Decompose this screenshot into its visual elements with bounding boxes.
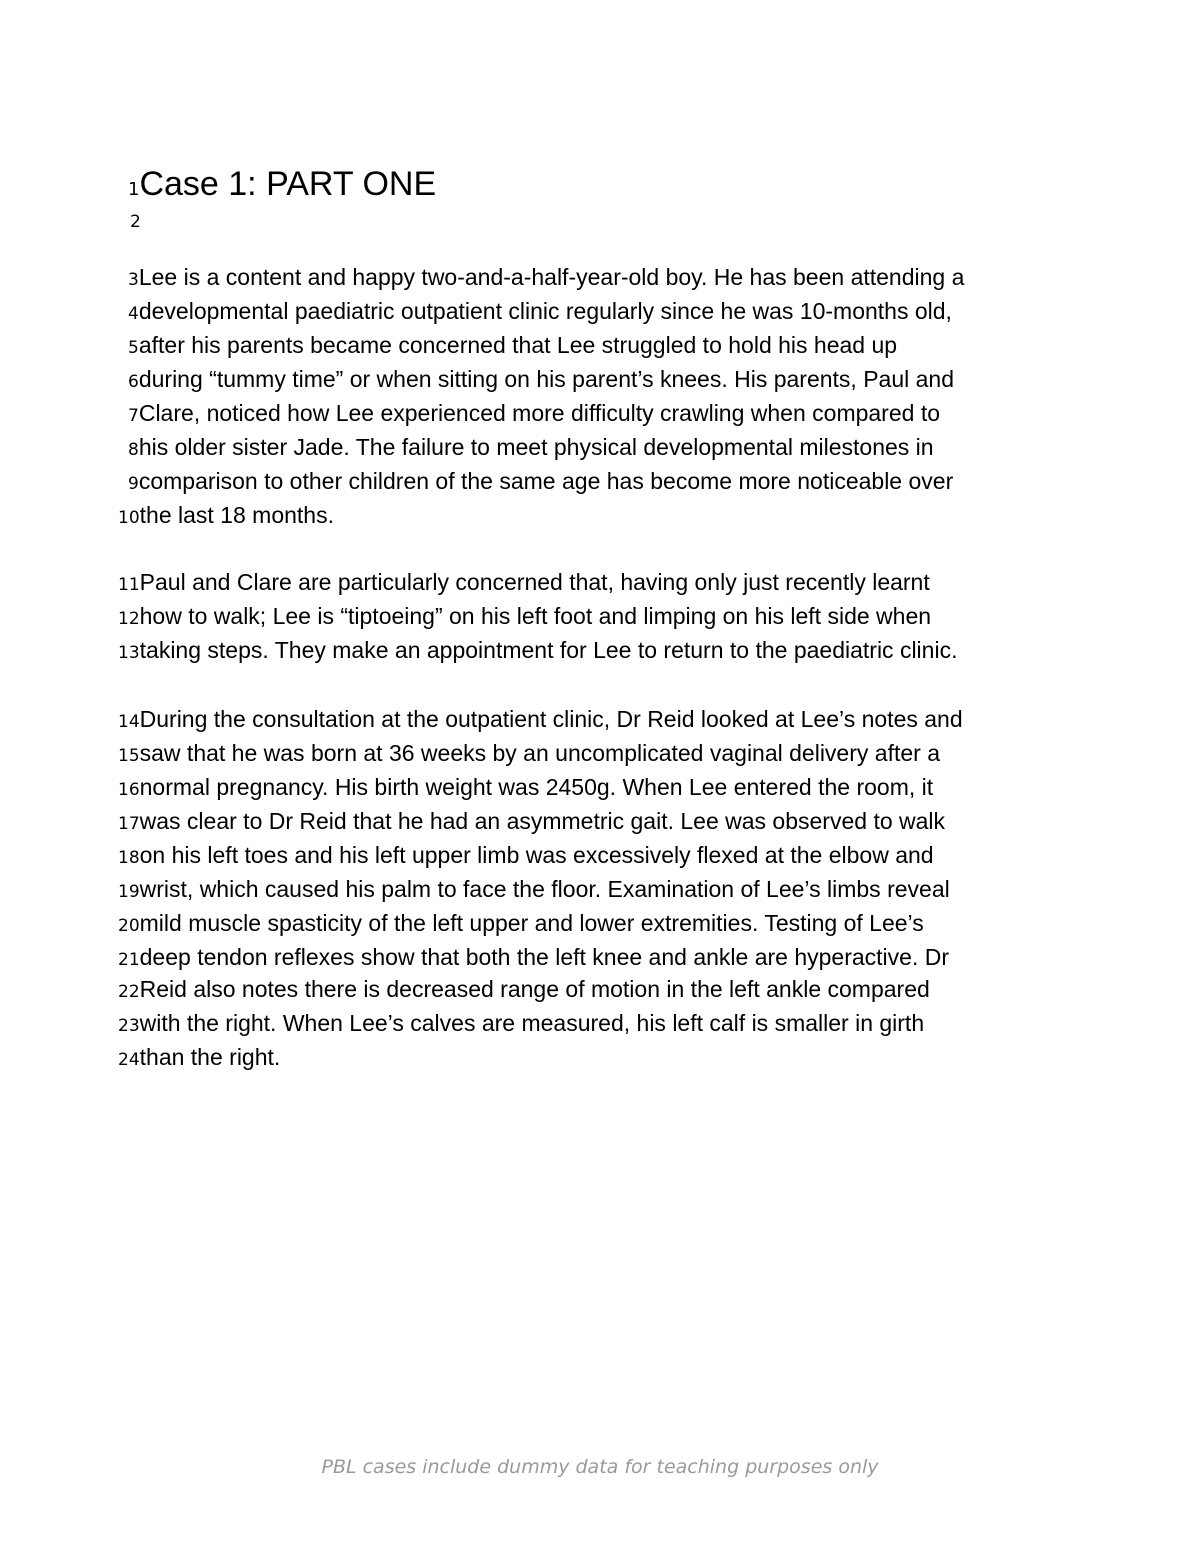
footer-note: PBL cases include dummy data for teaching purposes only bbox=[321, 1456, 879, 1478]
text-line bbox=[118, 740, 940, 767]
title-line bbox=[128, 165, 436, 204]
line-text: taking steps. They make an appointment for Lee to return to the paediatric clinic. bbox=[139, 637, 958, 663]
text-line bbox=[118, 569, 930, 596]
text-line bbox=[118, 603, 931, 630]
text-line bbox=[118, 706, 963, 733]
line-number: 18 bbox=[118, 848, 140, 868]
line-text: During the consultation at the outpatient clinic, Dr Reid looked at Lee’s notes and bbox=[139, 706, 963, 732]
line-number: 4 bbox=[128, 304, 139, 324]
blank-line bbox=[130, 212, 141, 232]
text-line bbox=[118, 876, 950, 903]
text-line bbox=[128, 434, 934, 461]
text-line bbox=[118, 637, 957, 664]
line-text: Paul and Clare are particularly concerned that, having only just recently learnt bbox=[139, 569, 930, 595]
line-text: how to walk; Lee is “tiptoeing” on his left foot and limping on his left side when bbox=[139, 603, 932, 629]
text-line bbox=[128, 264, 964, 291]
line-text: with the right. When Lee’s calves are measured, his left calf is smaller in girth bbox=[139, 1010, 925, 1036]
text-line bbox=[128, 400, 940, 427]
line-number: 13 bbox=[118, 643, 140, 663]
line-text: Lee is a content and happy two-and-a-half-year-old boy. He has been attending a bbox=[138, 264, 965, 290]
line-number: 24 bbox=[118, 1050, 140, 1070]
text-line bbox=[128, 366, 954, 393]
line-number: 19 bbox=[118, 882, 140, 902]
line-number: 7 bbox=[128, 406, 139, 426]
text-line bbox=[118, 1010, 924, 1037]
line-text: after his parents became concerned that Lee struggled to hold his head up bbox=[138, 332, 898, 358]
text-line bbox=[118, 1044, 280, 1071]
line-text: normal pregnancy. His birth weight was 2450g. When Lee entered the room, it bbox=[139, 774, 934, 800]
text-line bbox=[118, 808, 945, 835]
line-text: comparison to other children of the same age has become more noticeable over bbox=[138, 468, 954, 494]
page-title: Case 1: PART ONE bbox=[139, 165, 437, 203]
line-number: 1 bbox=[128, 179, 140, 200]
line-text: deep tendon reflexes show that both the left knee and ankle are hyperactive. Dr bbox=[139, 944, 949, 970]
line-number: 17 bbox=[118, 814, 140, 834]
text-line bbox=[128, 332, 897, 359]
line-number: 14 bbox=[118, 712, 140, 732]
line-text: his older sister Jade. The failure to meet physical developmental milestones in bbox=[138, 434, 934, 460]
line-number: 22 bbox=[118, 982, 140, 1002]
line-text: during “tummy time” or when sitting on his parent’s knees. His parents, Paul and bbox=[138, 366, 955, 392]
line-number: 16 bbox=[118, 780, 140, 800]
line-number: 12 bbox=[118, 609, 140, 629]
text-line bbox=[128, 468, 953, 495]
line-text: Reid also notes there is decreased range of motion in the left ankle compared bbox=[139, 976, 930, 1002]
text-line bbox=[118, 842, 934, 869]
text-line bbox=[118, 502, 334, 529]
text-line bbox=[128, 298, 952, 325]
line-number: 9 bbox=[128, 474, 139, 494]
line-text: mild muscle spasticity of the left upper and lower extremities. Testing of Lee’s bbox=[139, 910, 924, 936]
line-text: than the right. bbox=[139, 1044, 281, 1070]
line-number: 15 bbox=[118, 746, 140, 766]
line-number: 23 bbox=[118, 1016, 140, 1036]
text-line bbox=[118, 944, 949, 971]
line-text: developmental paediatric outpatient clinic regularly since he was 10-months old, bbox=[138, 298, 952, 324]
line-number: 21 bbox=[118, 950, 140, 970]
line-text: was clear to Dr Reid that he had an asymmetric gait. Lee was observed to walk bbox=[139, 808, 946, 834]
line-text: Clare, noticed how Lee experienced more difficulty crawling when compared to bbox=[138, 400, 940, 426]
line-text: saw that he was born at 36 weeks by an uncomplicated vaginal delivery after a bbox=[139, 740, 940, 766]
line-text: on his left toes and his left upper limb was excessively flexed at the elbow and bbox=[139, 842, 934, 868]
line-number: 6 bbox=[128, 372, 139, 392]
text-line bbox=[118, 910, 924, 937]
line-text: the last 18 months. bbox=[139, 502, 334, 528]
line-number: 8 bbox=[128, 440, 139, 460]
line-number: 11 bbox=[118, 575, 140, 595]
line-number: 5 bbox=[128, 338, 139, 358]
line-text: wrist, which caused his palm to face the floor. Examination of Lee’s limbs reveal bbox=[139, 876, 950, 902]
text-line bbox=[118, 976, 930, 1003]
line-number: 2 bbox=[130, 212, 141, 232]
line-number: 20 bbox=[118, 916, 140, 936]
line-number: 10 bbox=[118, 508, 140, 528]
line-number: 3 bbox=[128, 270, 139, 290]
text-line bbox=[118, 774, 933, 801]
